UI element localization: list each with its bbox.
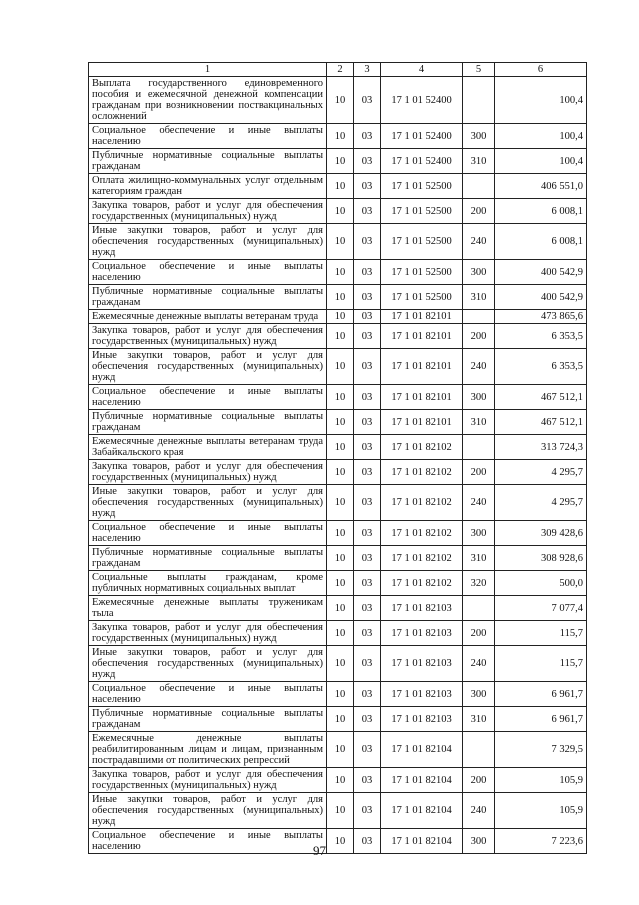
subsection-cell: 03 xyxy=(354,485,381,521)
table-row xyxy=(89,77,587,124)
table-row xyxy=(89,768,587,793)
amount-cell: 500,0 xyxy=(495,571,587,596)
subsection-cell: 03 xyxy=(354,149,381,174)
expense-type-cell: 300 xyxy=(463,124,495,149)
subsection-cell: 03 xyxy=(354,521,381,546)
section-cell: 10 xyxy=(327,224,354,260)
row-name-cell: Социальное обеспечение и иные выплаты населению xyxy=(89,385,327,410)
table-row xyxy=(89,546,587,571)
table-body xyxy=(89,77,587,854)
section-cell: 10 xyxy=(327,285,354,310)
subsection-cell: 03 xyxy=(354,224,381,260)
row-name-cell: Публичные нормативные социальные выплаты гражданам xyxy=(89,285,327,310)
expense-type-cell xyxy=(463,596,495,621)
amount-cell: 4 295,7 xyxy=(495,485,587,521)
expense-type-cell: 240 xyxy=(463,793,495,829)
row-name-cell: Социальное обеспечение и иные выплаты населению xyxy=(89,124,327,149)
target-article-cell: 17 1 01 82102 xyxy=(381,521,463,546)
section-cell: 10 xyxy=(327,199,354,224)
row-name-cell: Социальное обеспечение и иные выплаты населению xyxy=(89,829,327,854)
section-cell: 10 xyxy=(327,174,354,199)
table-row xyxy=(89,521,587,546)
target-article-cell: 17 1 01 52500 xyxy=(381,199,463,224)
subsection-cell: 03 xyxy=(354,174,381,199)
subsection-cell: 03 xyxy=(354,682,381,707)
row-name-cell: Ежемесячные денежные выплаты ветеранам труда Забайкальского края xyxy=(89,435,327,460)
table-row xyxy=(89,621,587,646)
table-row xyxy=(89,124,587,149)
amount-cell: 4 295,7 xyxy=(495,460,587,485)
amount-cell: 6 353,5 xyxy=(495,349,587,385)
target-article-cell: 17 1 01 82102 xyxy=(381,546,463,571)
section-cell: 10 xyxy=(327,682,354,707)
expense-type-cell xyxy=(463,77,495,124)
subsection-cell: 03 xyxy=(354,460,381,485)
table-row xyxy=(89,460,587,485)
subsection-cell: 03 xyxy=(354,768,381,793)
amount-cell: 6 961,7 xyxy=(495,707,587,732)
subsection-cell: 03 xyxy=(354,596,381,621)
target-article-cell: 17 1 01 82101 xyxy=(381,324,463,349)
subsection-cell: 03 xyxy=(354,199,381,224)
expense-type-cell xyxy=(463,174,495,199)
expense-type-cell: 310 xyxy=(463,285,495,310)
expense-type-cell xyxy=(463,310,495,324)
header-row xyxy=(89,63,587,77)
section-cell: 10 xyxy=(327,485,354,521)
table-row xyxy=(89,435,587,460)
amount-cell: 467 512,1 xyxy=(495,410,587,435)
expense-type-cell: 200 xyxy=(463,199,495,224)
section-cell: 10 xyxy=(327,435,354,460)
subsection-cell: 03 xyxy=(354,571,381,596)
expense-type-cell xyxy=(463,732,495,768)
subsection-cell: 03 xyxy=(354,285,381,310)
section-cell: 10 xyxy=(327,646,354,682)
row-name-cell: Ежемесячные денежные выплаты реабилитированным лицам и лицам, признанным пострадавшими от политических репрессий xyxy=(89,732,327,768)
amount-cell: 6 353,5 xyxy=(495,324,587,349)
page-number: 97 xyxy=(313,843,326,858)
amount-cell: 309 428,6 xyxy=(495,521,587,546)
column-header-6: 6 xyxy=(495,63,587,77)
row-name-cell: Иные закупки товаров, работ и услуг для обеспечения государственных (муниципальных) нужд xyxy=(89,485,327,521)
column-header-1: 1 xyxy=(89,63,327,77)
expense-type-cell: 300 xyxy=(463,521,495,546)
column-header-5: 5 xyxy=(463,63,495,77)
row-name-cell: Ежемесячные денежные выплаты труженикам тыла xyxy=(89,596,327,621)
section-cell: 10 xyxy=(327,385,354,410)
table-row xyxy=(89,385,587,410)
amount-cell: 100,4 xyxy=(495,149,587,174)
target-article-cell: 17 1 01 52500 xyxy=(381,224,463,260)
expense-type-cell: 300 xyxy=(463,829,495,854)
amount-cell: 313 724,3 xyxy=(495,435,587,460)
subsection-cell: 03 xyxy=(354,829,381,854)
subsection-cell: 03 xyxy=(354,410,381,435)
table-row xyxy=(89,149,587,174)
row-name-cell: Закупка товаров, работ и услуг для обеспечения государственных (муниципальных) нужд xyxy=(89,768,327,793)
amount-cell: 105,9 xyxy=(495,793,587,829)
expense-type-cell: 200 xyxy=(463,768,495,793)
section-cell: 10 xyxy=(327,410,354,435)
target-article-cell: 17 1 01 82103 xyxy=(381,596,463,621)
subsection-cell: 03 xyxy=(354,385,381,410)
table-row xyxy=(89,260,587,285)
column-header-3: 3 xyxy=(354,63,381,77)
row-name-cell: Оплата жилищно-коммунальных услуг отдельным категориям граждан xyxy=(89,174,327,199)
section-cell: 10 xyxy=(327,324,354,349)
row-name-cell: Закупка товаров, работ и услуг для обеспечения государственных (муниципальных) нужд xyxy=(89,324,327,349)
row-name-cell: Закупка товаров, работ и услуг для обеспечения государственных (муниципальных) нужд xyxy=(89,460,327,485)
table-row xyxy=(89,285,587,310)
target-article-cell: 17 1 01 82104 xyxy=(381,793,463,829)
section-cell: 10 xyxy=(327,460,354,485)
table-row xyxy=(89,174,587,199)
section-cell: 10 xyxy=(327,571,354,596)
amount-cell: 7 077,4 xyxy=(495,596,587,621)
target-article-cell: 17 1 01 82102 xyxy=(381,571,463,596)
column-header-4: 4 xyxy=(381,63,463,77)
table-row xyxy=(89,682,587,707)
amount-cell: 308 928,6 xyxy=(495,546,587,571)
row-name-cell: Социальное обеспечение и иные выплаты населению xyxy=(89,682,327,707)
column-header-2: 2 xyxy=(327,63,354,77)
target-article-cell: 17 1 01 82102 xyxy=(381,460,463,485)
row-name-cell: Выплата государственного единовременного пособия и ежемесячной денежной компенсации гражданам при возникновении поствакцинальных осложнений xyxy=(89,77,327,124)
amount-cell: 115,7 xyxy=(495,646,587,682)
table-row xyxy=(89,485,587,521)
subsection-cell: 03 xyxy=(354,621,381,646)
target-article-cell: 17 1 01 52500 xyxy=(381,285,463,310)
section-cell: 10 xyxy=(327,768,354,793)
row-name-cell: Публичные нормативные социальные выплаты гражданам xyxy=(89,546,327,571)
budget-table xyxy=(88,62,587,854)
section-cell: 10 xyxy=(327,149,354,174)
target-article-cell: 17 1 01 82104 xyxy=(381,768,463,793)
amount-cell: 100,4 xyxy=(495,77,587,124)
target-article-cell: 17 1 01 52500 xyxy=(381,260,463,285)
target-article-cell: 17 1 01 82104 xyxy=(381,829,463,854)
row-name-cell: Социальное обеспечение и иные выплаты населению xyxy=(89,521,327,546)
subsection-cell: 03 xyxy=(354,732,381,768)
row-name-cell: Социальные выплаты гражданам, кроме публичных нормативных социальных выплат xyxy=(89,571,327,596)
amount-cell: 6 961,7 xyxy=(495,682,587,707)
table-row xyxy=(89,571,587,596)
target-article-cell: 17 1 01 82101 xyxy=(381,349,463,385)
subsection-cell: 03 xyxy=(354,435,381,460)
target-article-cell: 17 1 01 52400 xyxy=(381,77,463,124)
table-row xyxy=(89,224,587,260)
table-row xyxy=(89,410,587,435)
row-name-cell: Иные закупки товаров, работ и услуг для обеспечения государственных (муниципальных) нужд xyxy=(89,646,327,682)
section-cell: 10 xyxy=(327,707,354,732)
amount-cell: 473 865,6 xyxy=(495,310,587,324)
table-row xyxy=(89,707,587,732)
expense-type-cell: 300 xyxy=(463,260,495,285)
table-row xyxy=(89,349,587,385)
amount-cell: 406 551,0 xyxy=(495,174,587,199)
amount-cell: 100,4 xyxy=(495,124,587,149)
subsection-cell: 03 xyxy=(354,707,381,732)
target-article-cell: 17 1 01 82101 xyxy=(381,385,463,410)
section-cell: 10 xyxy=(327,310,354,324)
section-cell: 10 xyxy=(327,596,354,621)
expense-type-cell: 300 xyxy=(463,385,495,410)
section-cell: 10 xyxy=(327,77,354,124)
target-article-cell: 17 1 01 52400 xyxy=(381,149,463,174)
expense-type-cell: 300 xyxy=(463,682,495,707)
expense-type-cell: 200 xyxy=(463,621,495,646)
section-cell: 10 xyxy=(327,349,354,385)
section-cell: 10 xyxy=(327,793,354,829)
row-name-cell: Закупка товаров, работ и услуг для обеспечения государственных (муниципальных) нужд xyxy=(89,199,327,224)
row-name-cell: Социальное обеспечение и иные выплаты населению xyxy=(89,260,327,285)
row-name-cell: Публичные нормативные социальные выплаты гражданам xyxy=(89,149,327,174)
target-article-cell: 17 1 01 82102 xyxy=(381,485,463,521)
amount-cell: 7 223,6 xyxy=(495,829,587,854)
row-name-cell: Иные закупки товаров, работ и услуг для обеспечения государственных (муниципальных) нужд xyxy=(89,349,327,385)
subsection-cell: 03 xyxy=(354,324,381,349)
subsection-cell: 03 xyxy=(354,310,381,324)
row-name-cell: Публичные нормативные социальные выплаты гражданам xyxy=(89,707,327,732)
expense-type-cell: 200 xyxy=(463,324,495,349)
expense-type-cell: 240 xyxy=(463,646,495,682)
target-article-cell: 17 1 01 52400 xyxy=(381,124,463,149)
subsection-cell: 03 xyxy=(354,260,381,285)
target-article-cell: 17 1 01 82101 xyxy=(381,310,463,324)
table-row xyxy=(89,732,587,768)
expense-type-cell xyxy=(463,435,495,460)
target-article-cell: 17 1 01 82104 xyxy=(381,732,463,768)
section-cell: 10 xyxy=(327,260,354,285)
amount-cell: 115,7 xyxy=(495,621,587,646)
table-row xyxy=(89,596,587,621)
row-name-cell: Закупка товаров, работ и услуг для обеспечения государственных (муниципальных) нужд xyxy=(89,621,327,646)
expense-type-cell: 240 xyxy=(463,349,495,385)
expense-type-cell: 240 xyxy=(463,485,495,521)
expense-type-cell: 310 xyxy=(463,707,495,732)
target-article-cell: 17 1 01 82103 xyxy=(381,682,463,707)
target-article-cell: 17 1 01 82103 xyxy=(381,707,463,732)
row-name-cell: Иные закупки товаров, работ и услуг для обеспечения государственных (муниципальных) нужд xyxy=(89,224,327,260)
amount-cell: 7 329,5 xyxy=(495,732,587,768)
subsection-cell: 03 xyxy=(354,646,381,682)
section-cell: 10 xyxy=(327,621,354,646)
table-row xyxy=(89,310,587,324)
subsection-cell: 03 xyxy=(354,349,381,385)
target-article-cell: 17 1 01 82103 xyxy=(381,646,463,682)
table-row xyxy=(89,324,587,349)
subsection-cell: 03 xyxy=(354,546,381,571)
section-cell: 10 xyxy=(327,732,354,768)
subsection-cell: 03 xyxy=(354,77,381,124)
amount-cell: 467 512,1 xyxy=(495,385,587,410)
expense-type-cell: 240 xyxy=(463,224,495,260)
expense-type-cell: 310 xyxy=(463,410,495,435)
amount-cell: 400 542,9 xyxy=(495,260,587,285)
amount-cell: 6 008,1 xyxy=(495,224,587,260)
table-row xyxy=(89,199,587,224)
amount-cell: 6 008,1 xyxy=(495,199,587,224)
table-row xyxy=(89,793,587,829)
target-article-cell: 17 1 01 82101 xyxy=(381,410,463,435)
section-cell: 10 xyxy=(327,521,354,546)
section-cell: 10 xyxy=(327,829,354,854)
table-row xyxy=(89,646,587,682)
row-name-cell: Публичные нормативные социальные выплаты гражданам xyxy=(89,410,327,435)
expense-type-cell: 310 xyxy=(463,149,495,174)
target-article-cell: 17 1 01 82102 xyxy=(381,435,463,460)
subsection-cell: 03 xyxy=(354,124,381,149)
amount-cell: 105,9 xyxy=(495,768,587,793)
target-article-cell: 17 1 01 82103 xyxy=(381,621,463,646)
row-name-cell: Иные закупки товаров, работ и услуг для обеспечения государственных (муниципальных) нужд xyxy=(89,793,327,829)
expense-type-cell: 310 xyxy=(463,546,495,571)
subsection-cell: 03 xyxy=(354,793,381,829)
section-cell: 10 xyxy=(327,124,354,149)
expense-type-cell: 200 xyxy=(463,460,495,485)
row-name-cell: Ежемесячные денежные выплаты ветеранам труда xyxy=(89,310,327,324)
target-article-cell: 17 1 01 52500 xyxy=(381,174,463,199)
expense-type-cell: 320 xyxy=(463,571,495,596)
amount-cell: 400 542,9 xyxy=(495,285,587,310)
section-cell: 10 xyxy=(327,546,354,571)
